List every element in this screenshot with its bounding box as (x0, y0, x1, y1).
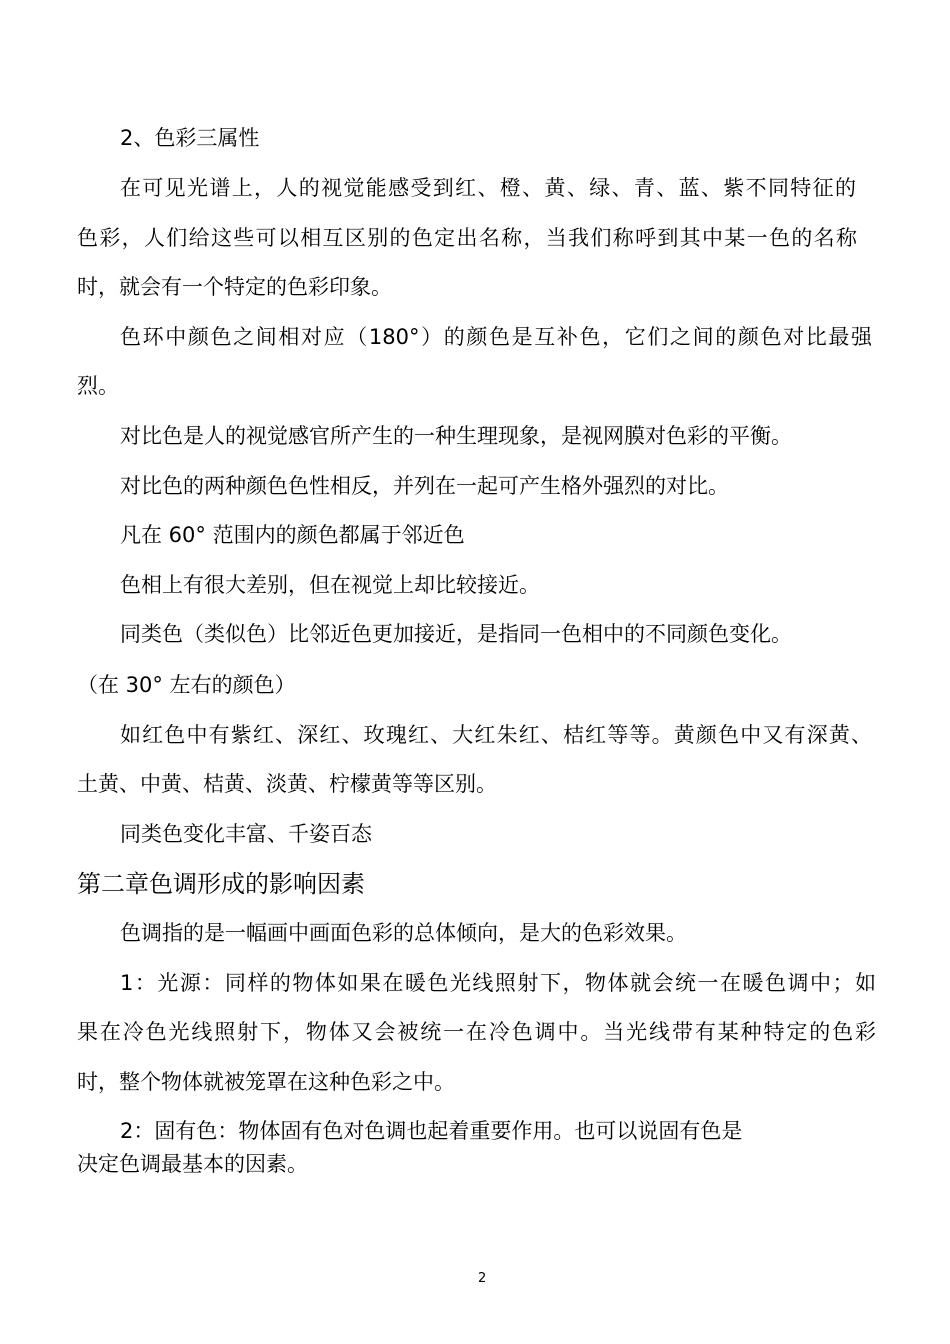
paragraph-line: 2：固有色：物体固有色对色调也起着重要作用。也可以说固有色是 (120, 1119, 743, 1143)
chapter-title: 第二章色调形成的影响因素 (77, 870, 365, 898)
paragraph-line: 凡在 60° 范围内的颜色都属于邻近色 (120, 523, 465, 547)
page-number: 2 (478, 1271, 487, 1286)
paragraph-line: 对比色是人的视觉感官所产生的一种生理现象，是视网膜对色彩的平衡。 (120, 424, 792, 448)
paragraph-line: 1：光源：同样的物体如果在暖色光线照射下，物体就会统一在暖色调中；如 (120, 971, 876, 995)
paragraph-line: 烈。 (77, 374, 119, 398)
paragraph-line: 同类色变化丰富、千姿百态 (120, 822, 372, 846)
paragraph-line: 对比色的两种颜色色性相反，并列在一起可产生格外强烈的对比。 (120, 474, 729, 498)
paragraph-line: 决定色调最基本的因素。 (77, 1152, 308, 1176)
paragraph-line: 色环中颜色之间相对应（180°）的颜色是互补色，它们之间的颜色对比最强 (120, 325, 872, 349)
paragraph-line: 果在冷色光线照射下，物体又会被统一在冷色调中。当光线带有某种特定的色彩 (77, 1020, 876, 1044)
paragraph-line: 色相上有很大差别，但在视觉上却比较接近。 (120, 573, 540, 597)
paragraph-line: 如红色中有紫红、深红、玫瑰红、大红朱红、桔红等等。黄颜色中又有深黄、 (120, 723, 872, 747)
paragraph-line: 时，整个物体就被笼罩在这种色彩之中。 (77, 1070, 455, 1094)
paragraph-line: 同类色（类似色）比邻近色更加接近，是指同一色相中的不同颜色变化。 (120, 622, 792, 646)
paragraph-line: 色调指的是一幅画中画面色彩的总体倾向，是大的色彩效果。 (120, 921, 687, 945)
section-title: 2、色彩三属性 (120, 126, 260, 150)
paragraph-line: 在可见光谱上，人的视觉能感受到红、橙、黄、绿、青、蓝、紫不同特征的 (120, 176, 856, 200)
paragraph-line: 色彩，人们给这些可以相互区别的色定出名称，当我们称呼到其中某一色的名称 (77, 226, 857, 250)
paragraph-line: 土黄、中黄、桔黄、淡黄、柠檬黄等等区别。 (77, 772, 497, 796)
paragraph-line: 时，就会有一个特定的色彩印象。 (77, 275, 392, 299)
paragraph-line: （在 30° 左右的颜色） (77, 673, 296, 697)
